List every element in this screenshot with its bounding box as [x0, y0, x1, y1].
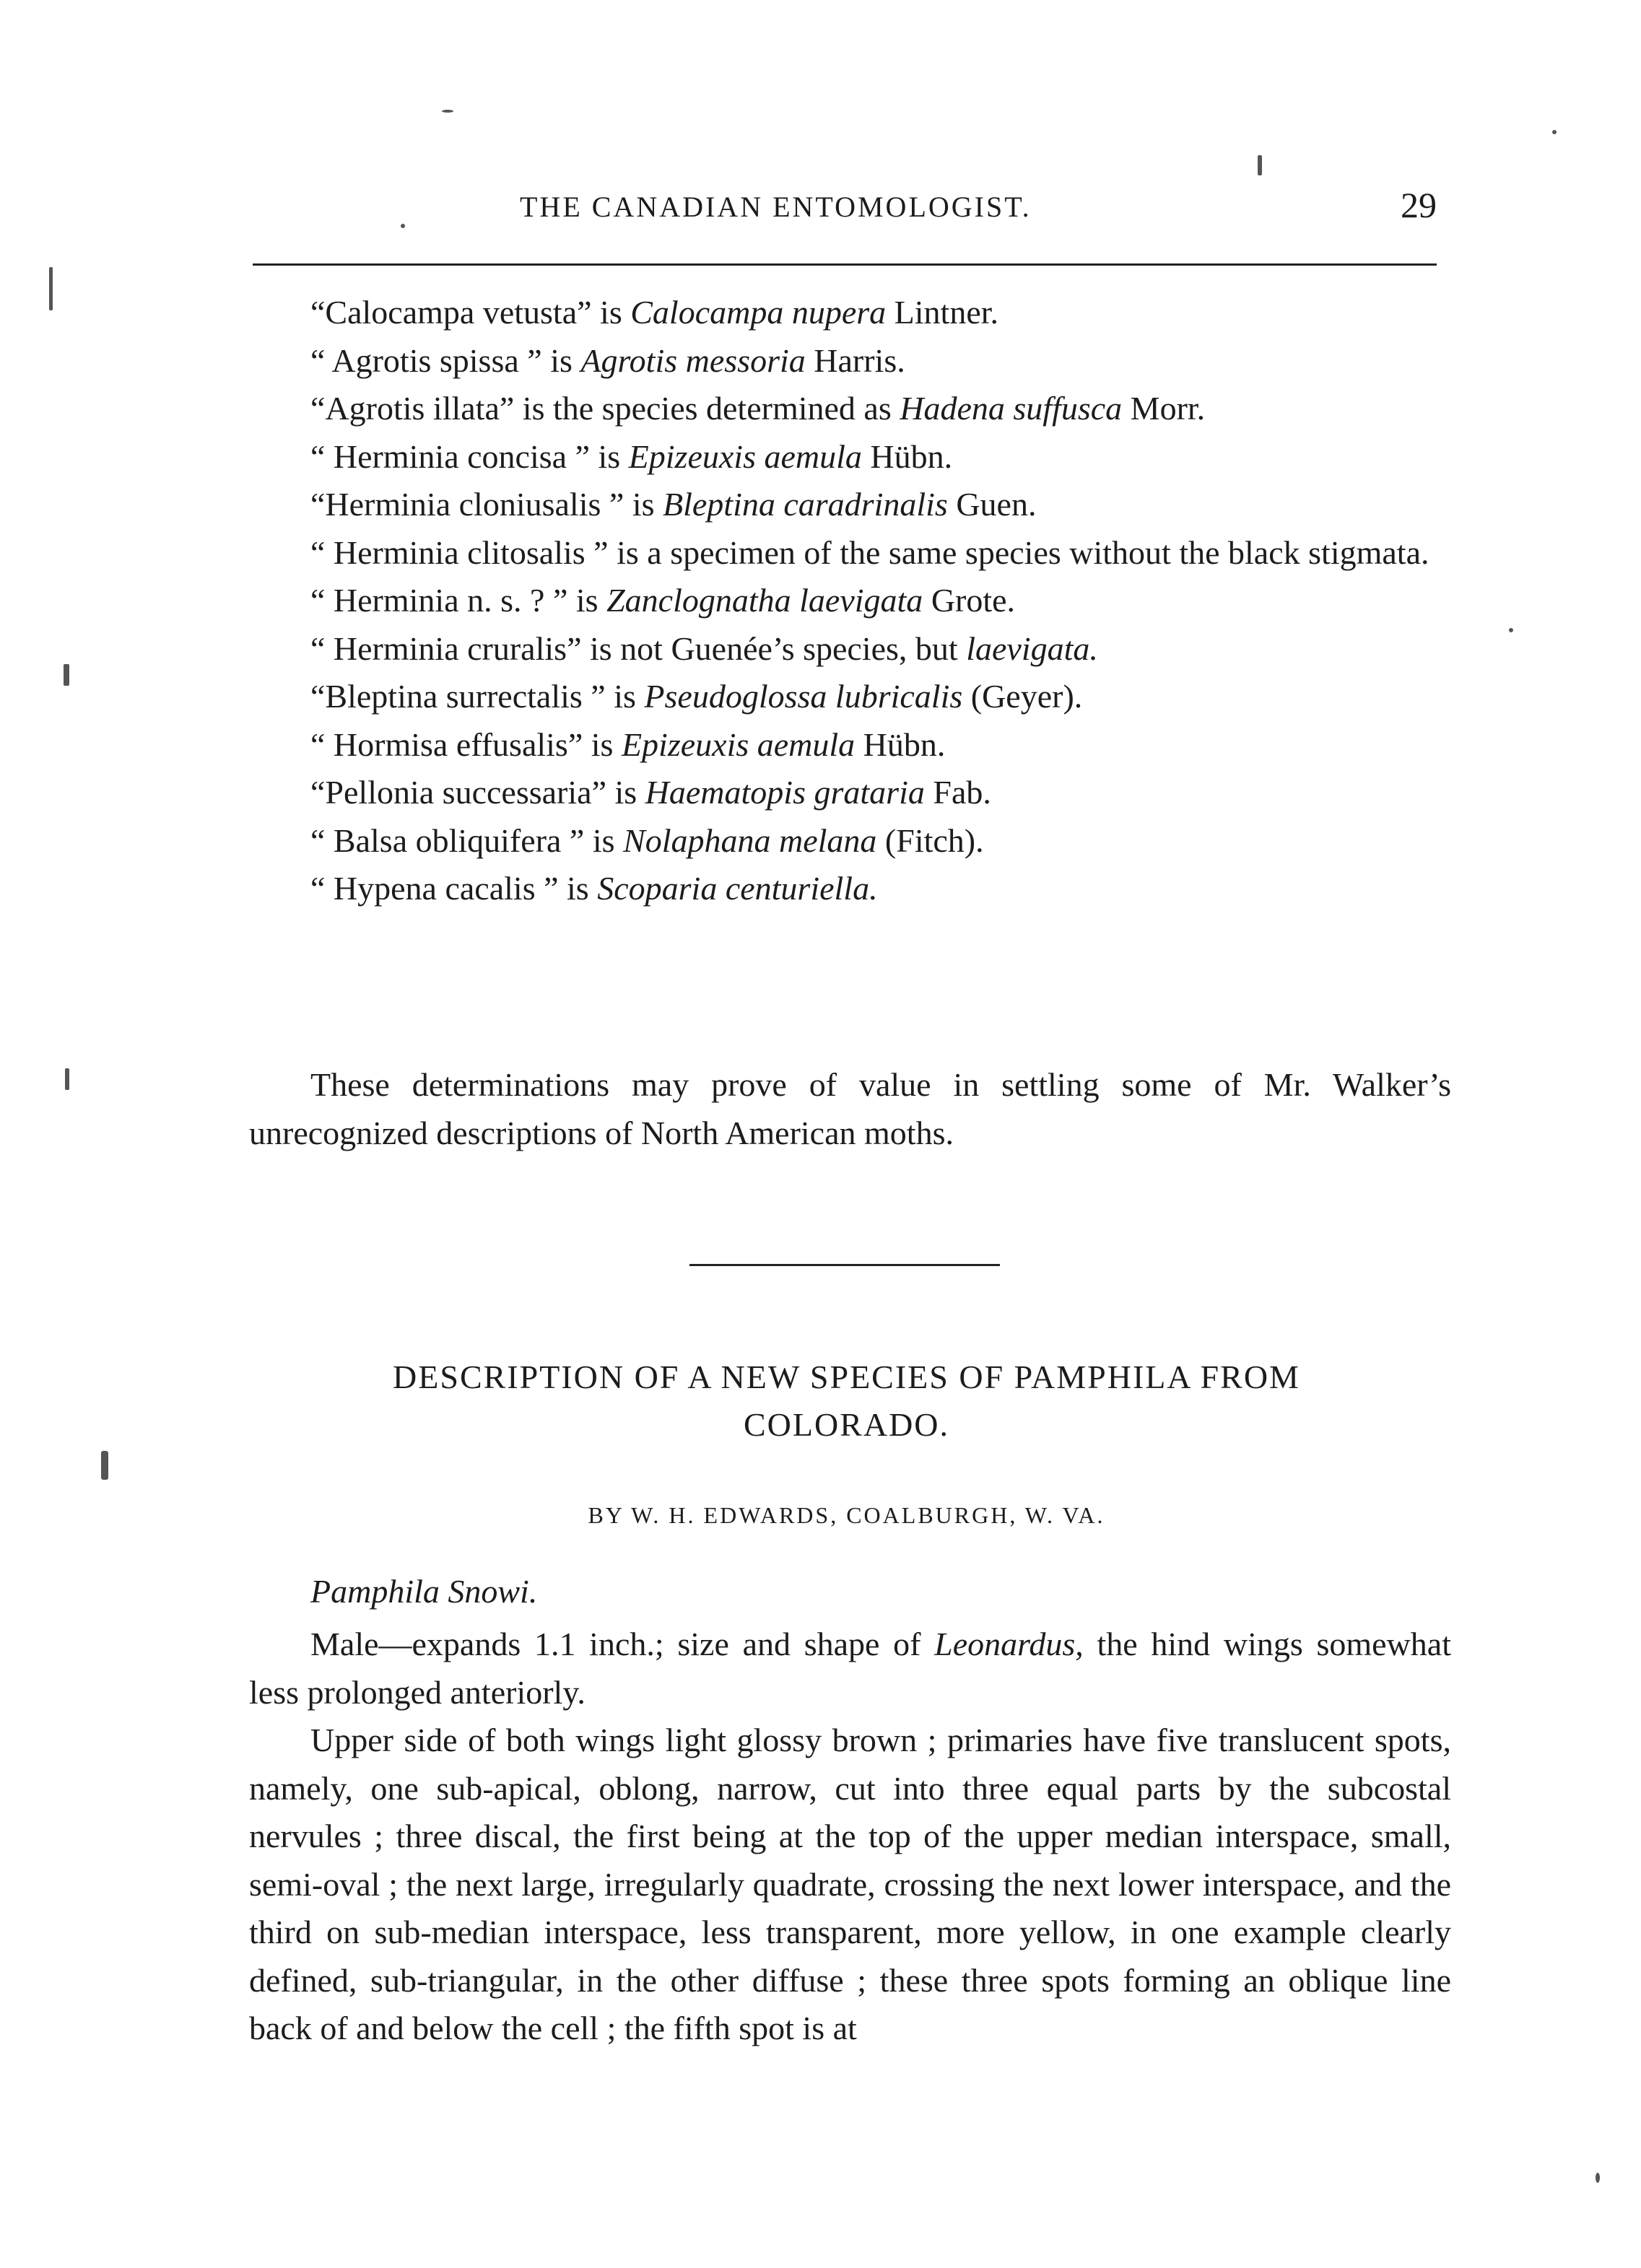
scan-speck [1258, 155, 1262, 175]
description-block [249, 1621, 1451, 2053]
scan-speck [1509, 628, 1513, 632]
determination-entry: “Calocampa vetusta” is Calocampa nupera Lintner. [310, 294, 999, 331]
closing-paragraph: These determinations may prove of value in settling some of Mr. Walker’s unrecognized descriptions of North American moths. [249, 1066, 1451, 1151]
determination-entry: “Bleptina surrectalis ” is Pseudoglossa lubricalis (Geyer). [310, 678, 1083, 715]
article-byline: BY W. H. EDWARDS, COALBURGH, W. VA. [588, 1502, 1105, 1528]
determination-entry: “ Hypena cacalis ” is Scoparia centuriella. [310, 870, 878, 907]
scan-speck [1596, 2173, 1600, 2183]
species-heading: Pamphila Snowi. [310, 1573, 538, 1610]
article-title [245, 1353, 1448, 1449]
determination-entry: “ Hormisa effusalis” is Epizeuxis aemula Hübn. [310, 725, 946, 763]
page-number: 29 [1401, 185, 1437, 225]
determination-entry: “Pellonia successaria” is Haematopis grataria Fab. [310, 774, 991, 811]
section-divider [689, 1264, 1000, 1266]
scan-speck [49, 267, 53, 310]
determination-entry: “ Herminia concisa ” is Epizeuxis aemula Hübn. [310, 437, 953, 475]
scan-speck [101, 1451, 108, 1480]
determination-entry: “ Herminia n. s. ? ” is Zanclognatha laevigata Grote. [310, 582, 1016, 619]
determination-entry: “ Herminia cruralis” is not Guenée’s species, but laevigata. [310, 629, 1098, 667]
determination-entry: “ Balsa obliquifera ” is Nolaphana melana (Fitch). [310, 821, 984, 859]
upper-side-paragraph: Upper side of both wings light glossy brown ; primaries have five translucent spots, namely, one sub-apical, oblong, narrow, cut into three equal parts by the subcostal nervules ; three discal, the first being at the top of the upper median interspace, small, semi-oval ; the next large, irregularly quadrate, crossing the next lower interspace, and the third on sub-median interspace, less transparent, more yellow, in one example clearly defined, sub-triangular, in the other diffuse ; these three spots forming an oblique line back of and below the cell ; the fifth spot is at [249, 1722, 1451, 2046]
scan-speck [442, 110, 453, 113]
scan-speck [65, 1068, 69, 1090]
article-title-line-1: DESCRIPTION OF A NEW SPECIES OF PAMPHILA FROM [393, 1358, 1300, 1395]
male-paragraph: Male—expands 1.1 inch.; size and shape of Leonardus, the hind wings somewhat less prolonged anteriorly. [249, 1626, 1451, 1711]
scan-speck [64, 664, 69, 686]
scan-speck [1552, 130, 1557, 134]
header-rule [253, 263, 1437, 266]
scan-speck [401, 224, 405, 228]
determination-entry: “ Herminia clitosalis ” is a specimen of the same species without the black stigmata. [310, 533, 1429, 571]
determination-entry: “Herminia cloniusalis ” is Bleptina caradrinalis Guen. [310, 486, 1037, 523]
page-header [253, 184, 1437, 235]
closing-paragraph-block [249, 1061, 1451, 1157]
determination-entry: “ Agrotis spissa ” is Agrotis messoria Harris. [310, 341, 905, 379]
article-title-line-2: COLORADO. [743, 1406, 950, 1443]
running-title: THE CANADIAN ENTOMOLOGIST. [520, 191, 1032, 223]
determination-entry: “Agrotis illata” is the species determined as Hadena suffusca Morr. [310, 390, 1206, 427]
determinations-list [249, 289, 1451, 913]
